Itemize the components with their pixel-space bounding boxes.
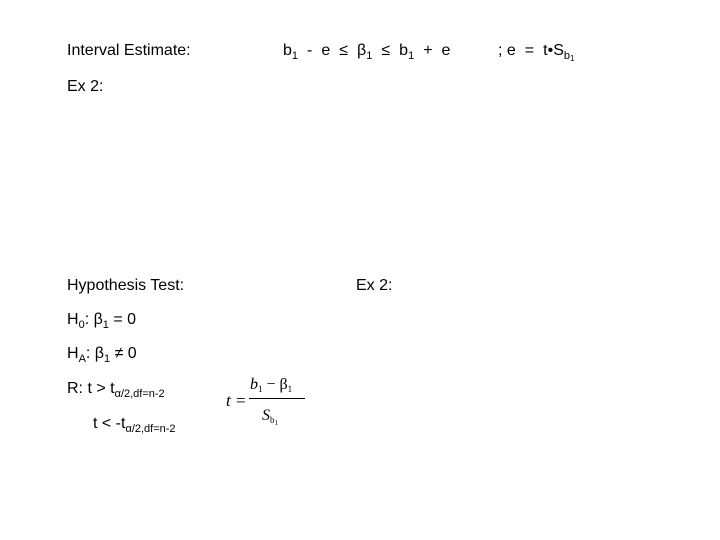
num-b-subscript: 1 bbox=[258, 384, 263, 394]
b-subscript-2: 1 bbox=[408, 50, 415, 62]
ha-subscript: A bbox=[78, 353, 86, 365]
t-symbol: t bbox=[226, 391, 231, 410]
rejection-upper-subscript: α/2,df=n-2 bbox=[114, 388, 165, 400]
num-b: b bbox=[250, 376, 258, 393]
h0-beta-subscript: 1 bbox=[102, 319, 109, 331]
margin-of-error-formula bbox=[498, 42, 575, 63]
beta-subscript: 1 bbox=[366, 50, 373, 62]
equals-sign: = bbox=[524, 42, 535, 59]
e-symbol-2: e bbox=[441, 42, 451, 59]
t-numerator bbox=[250, 376, 292, 394]
t-equals: = bbox=[236, 391, 246, 410]
le-sign-2: ≤ bbox=[381, 42, 391, 59]
beta-symbol: β bbox=[357, 42, 367, 59]
rejection-rule-upper bbox=[67, 380, 165, 400]
fraction-bar bbox=[249, 398, 305, 399]
rejection-lower-main: t < -t bbox=[93, 415, 126, 432]
b-symbol-2: b bbox=[399, 42, 409, 59]
h0-colon-beta: : β bbox=[84, 311, 103, 328]
b-subscript: 1 bbox=[291, 50, 299, 62]
alternative-hypothesis bbox=[67, 345, 137, 365]
t-dot-s: t•S bbox=[543, 42, 564, 59]
ha-colon-beta: : β bbox=[85, 345, 104, 362]
hypothesis-test-label: Hypothesis Test: bbox=[67, 277, 185, 294]
s-subscript-b-one: 1 bbox=[569, 54, 575, 63]
rejection-rule-lower bbox=[93, 415, 176, 435]
interval-estimate-formula bbox=[283, 42, 451, 62]
minus-sign: - bbox=[307, 42, 313, 59]
den-s: S bbox=[262, 407, 270, 424]
interval-estimate-label: Interval Estimate: bbox=[67, 42, 191, 59]
b-symbol: b bbox=[283, 42, 292, 59]
e-symbol: e bbox=[321, 42, 331, 59]
ha-tail: ≠ 0 bbox=[110, 345, 137, 362]
hypothesis-example-label: Ex 2: bbox=[356, 277, 393, 294]
den-b-subscript: 1 bbox=[274, 419, 278, 427]
num-minus-beta: − β bbox=[262, 376, 288, 393]
ha-beta-subscript: 1 bbox=[104, 353, 111, 365]
s-subscript-b: b bbox=[563, 50, 570, 62]
rejection-lower-subscript: α/2,df=n-2 bbox=[125, 423, 176, 435]
semicolon-e: ; e bbox=[498, 42, 516, 59]
interval-example-label: Ex 2: bbox=[67, 78, 104, 95]
den-b: b bbox=[270, 415, 275, 425]
h-symbol-a: H bbox=[67, 345, 79, 362]
h0-tail: = 0 bbox=[108, 311, 137, 328]
plus-sign: + bbox=[423, 42, 433, 59]
h0-subscript: 0 bbox=[78, 319, 85, 331]
h-symbol: H bbox=[67, 311, 79, 328]
num-beta-subscript: 1 bbox=[287, 384, 293, 394]
null-hypothesis bbox=[67, 311, 137, 331]
t-statistic-formula bbox=[224, 372, 314, 432]
rejection-upper-main: R: t > t bbox=[67, 380, 115, 397]
t-denominator bbox=[262, 407, 278, 425]
le-sign: ≤ bbox=[339, 42, 349, 59]
